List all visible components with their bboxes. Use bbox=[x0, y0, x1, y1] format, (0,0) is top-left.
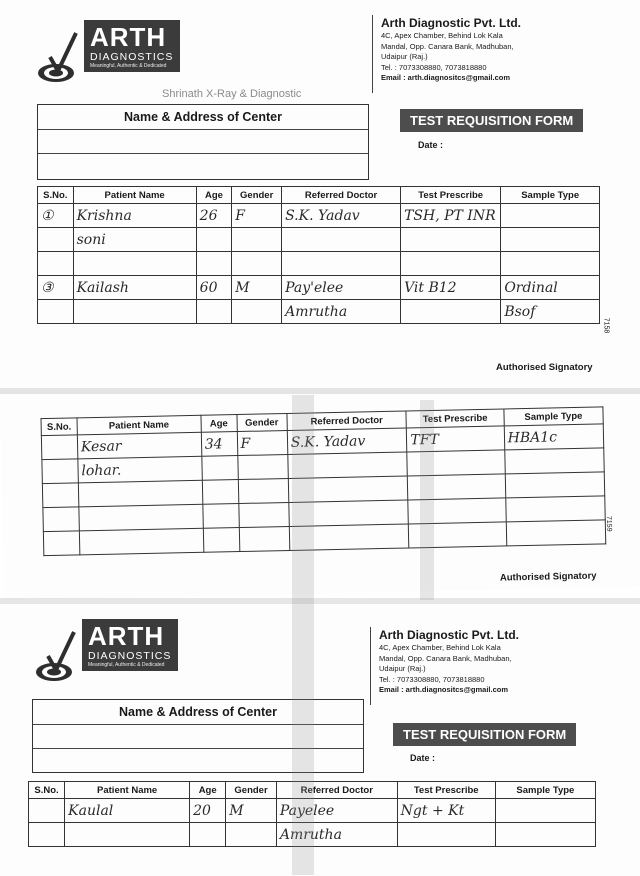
logo-subtext: DIAGNOSTICS bbox=[90, 51, 174, 63]
address-line: Mandal, Opp. Canara Bank, Madhuban, bbox=[381, 41, 514, 51]
table-cell bbox=[237, 454, 288, 479]
table-cell bbox=[501, 252, 600, 276]
table-cell bbox=[505, 472, 605, 498]
col-header: Sample Type bbox=[495, 782, 595, 799]
table-cell bbox=[43, 531, 79, 556]
table-cell bbox=[401, 300, 501, 324]
table-cell: 20 bbox=[190, 799, 226, 823]
patient-table bbox=[37, 186, 600, 324]
email: Email : arth.diagnositcs@gmail.com bbox=[381, 73, 511, 82]
date-label: Date : bbox=[410, 753, 436, 763]
table-cell: TFT bbox=[407, 426, 505, 452]
form-title: TEST REQUISITION FORM bbox=[393, 723, 576, 746]
col-header: Test Prescribe bbox=[401, 187, 501, 204]
table-cell: Krishna bbox=[73, 204, 196, 228]
col-header: Test Prescribe bbox=[397, 782, 495, 799]
col-header: Patient Name bbox=[77, 415, 201, 435]
logo-subtext: DIAGNOSTICS bbox=[88, 650, 172, 662]
col-header: Age bbox=[196, 187, 232, 204]
table-cell bbox=[239, 526, 290, 551]
table-cell bbox=[232, 252, 282, 276]
table-cell bbox=[42, 459, 78, 484]
telephone: Tel. : 7073308880, 7073818880 bbox=[379, 674, 485, 684]
telephone: Tel. : 7073308880, 7073818880 bbox=[381, 62, 487, 72]
col-header: Test Prescribe bbox=[406, 409, 504, 428]
authorised-signatory: Authorised Signatory bbox=[496, 362, 593, 373]
table-row bbox=[38, 300, 600, 324]
table-cell bbox=[506, 520, 606, 546]
table-cell bbox=[78, 480, 202, 507]
scan-stain bbox=[0, 388, 640, 394]
table-cell: Kaulal bbox=[65, 799, 190, 823]
table-cell bbox=[38, 228, 74, 252]
table-cell: ① bbox=[38, 204, 74, 228]
form-title: TEST REQUISITION FORM bbox=[400, 109, 583, 132]
scan-stain bbox=[292, 395, 314, 875]
table-row bbox=[38, 276, 600, 300]
table-cell: Payelee bbox=[276, 799, 397, 823]
table-cell bbox=[29, 823, 65, 847]
address-line: 4C, Apex Chamber, Behind Lok Kala bbox=[379, 643, 501, 652]
table-cell bbox=[401, 252, 501, 276]
col-header: Gender bbox=[236, 414, 287, 432]
table-cell bbox=[203, 528, 239, 553]
table-cell: 60 bbox=[196, 276, 232, 300]
table-cell: Ngt + Kt bbox=[397, 799, 495, 823]
authorised-signatory: Authorised Signatory bbox=[499, 570, 597, 584]
address-line: 4C, Apex Chamber, Behind Lok Kala bbox=[381, 31, 503, 40]
col-header: Referred Doctor bbox=[282, 187, 401, 204]
table-cell: Kesar bbox=[77, 432, 201, 459]
requisition-form-3 bbox=[0, 605, 640, 876]
table-cell bbox=[226, 823, 277, 847]
table-cell: ③ bbox=[38, 276, 74, 300]
table-cell: F bbox=[237, 430, 288, 455]
table-cell bbox=[504, 448, 604, 474]
table-cell: Vit B12 bbox=[401, 276, 501, 300]
requisition-form-2 bbox=[0, 382, 640, 600]
logo-tagline: Meaningful, Authentic & Dedicated bbox=[90, 63, 167, 69]
table-cell bbox=[397, 823, 495, 847]
table-cell bbox=[202, 456, 238, 481]
company-name: Arth Diagnostic Pvt. Ltd. bbox=[381, 16, 522, 30]
col-header: Patient Name bbox=[65, 782, 190, 799]
table-cell bbox=[79, 504, 203, 531]
table-cell bbox=[38, 300, 74, 324]
col-header: S.No. bbox=[38, 187, 74, 204]
table-cell bbox=[501, 204, 600, 228]
serial-number: 7159 bbox=[604, 515, 613, 532]
table-cell: HBA1c bbox=[504, 424, 604, 450]
target-logo-icon bbox=[36, 29, 80, 63]
address-line: Mandal, Opp. Canara Bank, Madhuban, bbox=[379, 653, 512, 663]
col-header: Sample Type bbox=[501, 187, 600, 204]
col-header: S.No. bbox=[41, 418, 77, 436]
table-cell: M bbox=[226, 799, 277, 823]
table-cell bbox=[203, 504, 239, 529]
center-stamp: Shrinath X-Ray & Diagnostic bbox=[162, 88, 302, 100]
table-cell bbox=[42, 483, 78, 508]
col-header: Referred Doctor bbox=[287, 411, 407, 431]
scan-stain bbox=[420, 400, 434, 600]
table-cell: Bsof bbox=[501, 300, 600, 324]
table-cell bbox=[501, 228, 600, 252]
table-cell: S.K. Yadav bbox=[287, 428, 407, 455]
arth-logo bbox=[36, 20, 180, 72]
table-cell bbox=[202, 480, 238, 505]
date-label: Date : bbox=[418, 140, 444, 150]
table-cell bbox=[41, 435, 77, 460]
center-label: Name & Address of Center bbox=[119, 705, 277, 719]
logo-text: ARTH bbox=[88, 621, 165, 651]
arth-logo bbox=[34, 619, 178, 671]
table-cell bbox=[495, 799, 595, 823]
patient-table bbox=[40, 406, 606, 556]
col-header: Patient Name bbox=[73, 187, 196, 204]
table-cell bbox=[505, 496, 605, 522]
requisition-form-1 bbox=[0, 0, 640, 395]
email: Email : arth.diagnositcs@gmail.com bbox=[379, 685, 509, 694]
center-address-box bbox=[37, 104, 369, 180]
table-cell: Ordinal bbox=[501, 276, 600, 300]
table-row bbox=[38, 204, 600, 228]
table-cell bbox=[65, 823, 190, 847]
table-cell bbox=[238, 502, 289, 527]
table-row bbox=[38, 252, 600, 276]
col-header: Age bbox=[201, 415, 237, 433]
serial-number: 7158 bbox=[602, 317, 610, 334]
col-header: Age bbox=[190, 782, 226, 799]
table-cell: 26 bbox=[196, 204, 232, 228]
table-cell: F bbox=[232, 204, 282, 228]
address-line: Udaipur (Raj.) bbox=[381, 52, 428, 61]
table-cell: TSH, PT INR bbox=[401, 204, 501, 228]
table-cell bbox=[190, 823, 226, 847]
table-cell bbox=[401, 228, 501, 252]
logo-text: ARTH bbox=[90, 22, 167, 52]
target-logo-icon bbox=[34, 628, 78, 662]
table-cell bbox=[79, 528, 203, 555]
table-cell: Amrutha bbox=[276, 823, 397, 847]
company-info bbox=[372, 15, 521, 93]
table-cell: S.K. Yadav bbox=[282, 204, 401, 228]
table-cell bbox=[196, 252, 232, 276]
table-cell bbox=[73, 252, 196, 276]
table-cell: Amrutha bbox=[282, 300, 401, 324]
table-cell: lohar. bbox=[78, 456, 202, 483]
col-header: Sample Type bbox=[504, 407, 604, 426]
table-cell bbox=[232, 300, 282, 324]
table-cell: 34 bbox=[201, 432, 237, 457]
table-cell: M bbox=[232, 276, 282, 300]
table-cell bbox=[196, 228, 232, 252]
table-cell bbox=[38, 252, 74, 276]
table-cell bbox=[282, 228, 401, 252]
col-header: Gender bbox=[226, 782, 277, 799]
scan-stain bbox=[0, 598, 640, 604]
center-label: Name & Address of Center bbox=[124, 110, 282, 124]
table-row bbox=[38, 228, 600, 252]
table-cell bbox=[232, 228, 282, 252]
company-info bbox=[370, 627, 519, 705]
table-cell: Pay'elee bbox=[282, 276, 401, 300]
table-cell bbox=[196, 300, 232, 324]
logo-tagline: Meaningful, Authentic & Dedicated bbox=[88, 662, 165, 668]
col-header: S.No. bbox=[29, 782, 65, 799]
table-cell bbox=[43, 507, 79, 532]
col-header: Gender bbox=[232, 187, 282, 204]
table-cell bbox=[29, 799, 65, 823]
table-cell: Kailash bbox=[73, 276, 196, 300]
address-line: Udaipur (Raj.) bbox=[379, 664, 426, 673]
table-cell bbox=[282, 252, 401, 276]
center-address-box bbox=[32, 699, 364, 773]
table-cell: soni bbox=[73, 228, 196, 252]
company-name: Arth Diagnostic Pvt. Ltd. bbox=[379, 628, 520, 642]
table-cell bbox=[73, 300, 196, 324]
col-header: Referred Doctor bbox=[276, 782, 397, 799]
table-cell bbox=[238, 478, 289, 503]
table-cell bbox=[495, 823, 595, 847]
